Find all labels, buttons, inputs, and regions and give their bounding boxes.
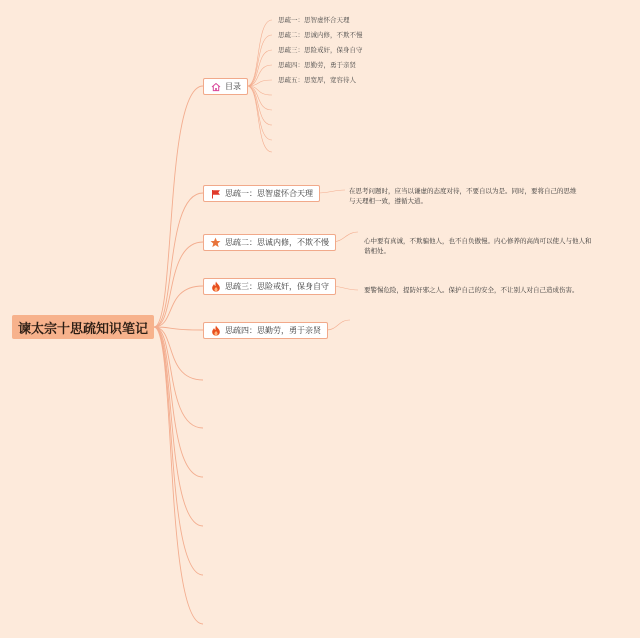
branch-label-4: 思疏四：思勤劳，勇于亲贤 <box>225 326 321 335</box>
fire-icon <box>210 325 221 336</box>
branch-note-2 <box>364 236 592 256</box>
root-topic[interactable] <box>12 315 154 339</box>
home-icon <box>210 81 221 92</box>
connector-line <box>247 65 272 86</box>
toc-item[interactable]: 思疏三：思险戒奸，保身自守 <box>278 46 363 54</box>
connector-line <box>247 35 272 86</box>
note-line: 要警惕危险，提防奸邪之人。保护自己的安全，不让别人对自己造成伤害。 <box>364 286 579 294</box>
branch-note-3 <box>364 285 579 295</box>
branch-node-3[interactable] <box>203 278 336 295</box>
connector-line <box>318 190 345 193</box>
note-line: 与天理相一致，遵循大道。 <box>349 197 427 205</box>
note-line: 心中要有真诚，不欺骗他人，也不自负傲慢。内心修养的高尚可以使人与他人和 <box>364 237 592 245</box>
connector-line <box>154 86 203 327</box>
branch-note-1 <box>349 186 577 206</box>
branch-label-1: 思疏一：思智虚怀合天理 <box>225 189 313 198</box>
connector-line <box>154 327 203 477</box>
connector-line <box>154 327 203 575</box>
fire-icon <box>210 281 221 292</box>
branch-label-3: 思疏三：思险戒奸，保身自守 <box>225 282 329 291</box>
toc-node[interactable] <box>203 78 248 95</box>
red-flag-icon <box>210 188 221 199</box>
star-icon <box>210 237 221 248</box>
note-line: 在思考问题时，应当以谦虚的态度对待，不要自以为是。同时，要将自己的思维 <box>349 187 577 195</box>
toc-label: 目录 <box>225 82 241 91</box>
toc-item[interactable]: 思疏四：思勤劳，勇于亲贤 <box>278 61 356 69</box>
branch-node-1[interactable] <box>203 185 320 202</box>
connector-line <box>326 320 350 330</box>
connector-line <box>247 86 272 110</box>
toc-item[interactable]: 思疏五：思宽厚，宽容待人 <box>278 76 356 84</box>
toc-item[interactable]: 思疏二：思诚内修，不欺不慢 <box>278 31 363 39</box>
connector-line <box>247 20 272 86</box>
branch-node-4[interactable] <box>203 322 328 339</box>
connector-line <box>154 193 203 327</box>
branch-node-2[interactable] <box>203 234 336 251</box>
toc-item[interactable]: 思疏一：思智虚怀合天理 <box>278 16 350 24</box>
root-title: 谏太宗十思疏知识笔记 <box>17 321 148 337</box>
connector-line <box>247 86 272 140</box>
note-line: 谐相处。 <box>364 247 390 255</box>
branch-label-2: 思疏二：思诚内修，不欺不慢 <box>225 238 329 247</box>
